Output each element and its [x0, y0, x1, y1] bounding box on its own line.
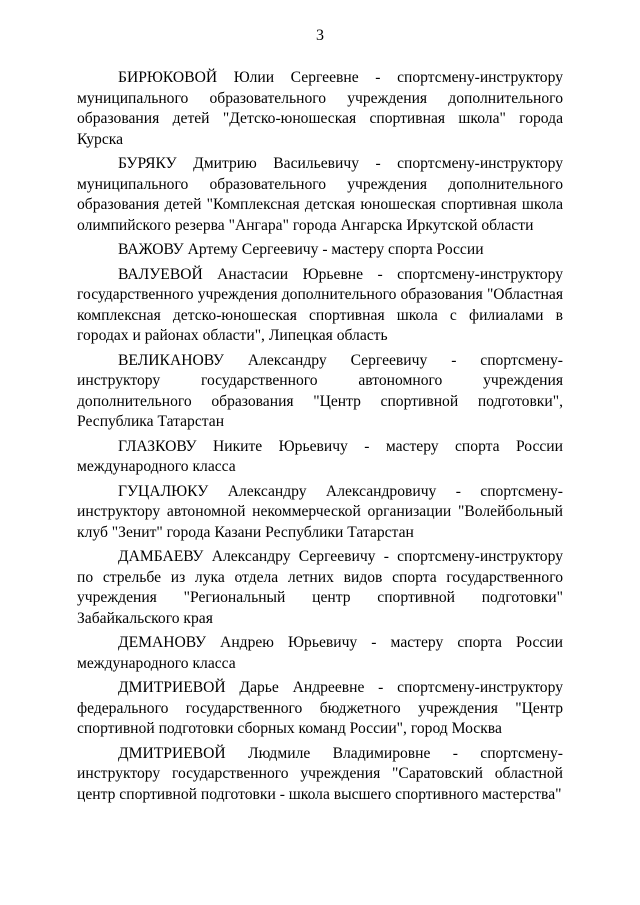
list-item: БУРЯКУ Дмитрию Васильевичу - спортсмену-инструктору муниципального образовательного учреждения дополнительного образования детей "Комплексная детская юношеская спортивная школа олимпийского резерва "Ангара" города Ангарска Иркутской области [77, 155, 563, 234]
award-list [77, 68, 563, 809]
list-item: ДЕМАНОВУ Андрею Юрьевичу - мастеру спорта России международного класса [77, 634, 563, 672]
page-number: 3 [316, 27, 324, 44]
list-item: ВАЛУЕВОЙ Анастасии Юрьевне - спортсмену-инструктору государственного учреждения дополнительного образования "Областная комплексная детско-юношеская спортивная школа с филиалами в городах и районах области", Липецкая область [77, 265, 563, 344]
list-item: БИРЮКОВОЙ Юлии Сергеевне - спортсмену-инструктору муниципального образовательного учреждения дополнительного образования детей "Детско-юношеская спортивная школа" города Курска [77, 69, 563, 148]
list-item: ДМИТРИЕВОЙ Дарье Андреевне - спортсмену-инструктору федерального государственного бюджетного учреждения "Центр спортивной подготовки сборных команд России", город Москва [77, 679, 563, 737]
list-item: ВАЖОВУ Артему Сергеевичу - мастеру спорта России [118, 241, 484, 258]
list-item: ГЛАЗКОВУ Никите Юрьевичу - мастеру спорта России международного класса [77, 437, 563, 475]
list-item: ДАМБАЕВУ Александру Сергеевичу - спортсмену-инструктору по стрельбе из лука отдела летних видов спорта государственного учреждения "Региональный центр спортивной подготовки" Забайкальского края [77, 548, 563, 627]
list-item: ДМИТРИЕВОЙ Людмиле Владимировне - спортсмену-инструктору государственного учреждения "Саратовский областной центр спортивной подготовки - школа высшего спортивного мастерства" [77, 744, 563, 803]
list-item: ВЕЛИКАНОВУ Александру Сергеевичу - спортсмену-инструктору государственного автономного учреждения дополнительного образования "Центр спортивной подготовки", Республика Татарстан [77, 351, 563, 430]
list-item: ГУЦАЛЮКУ Александру Александровичу - спортсмену-инструктору автономной некоммерческой организации "Волейбольный клуб "Зенит" города Казани Республики Татарстан [77, 482, 563, 541]
